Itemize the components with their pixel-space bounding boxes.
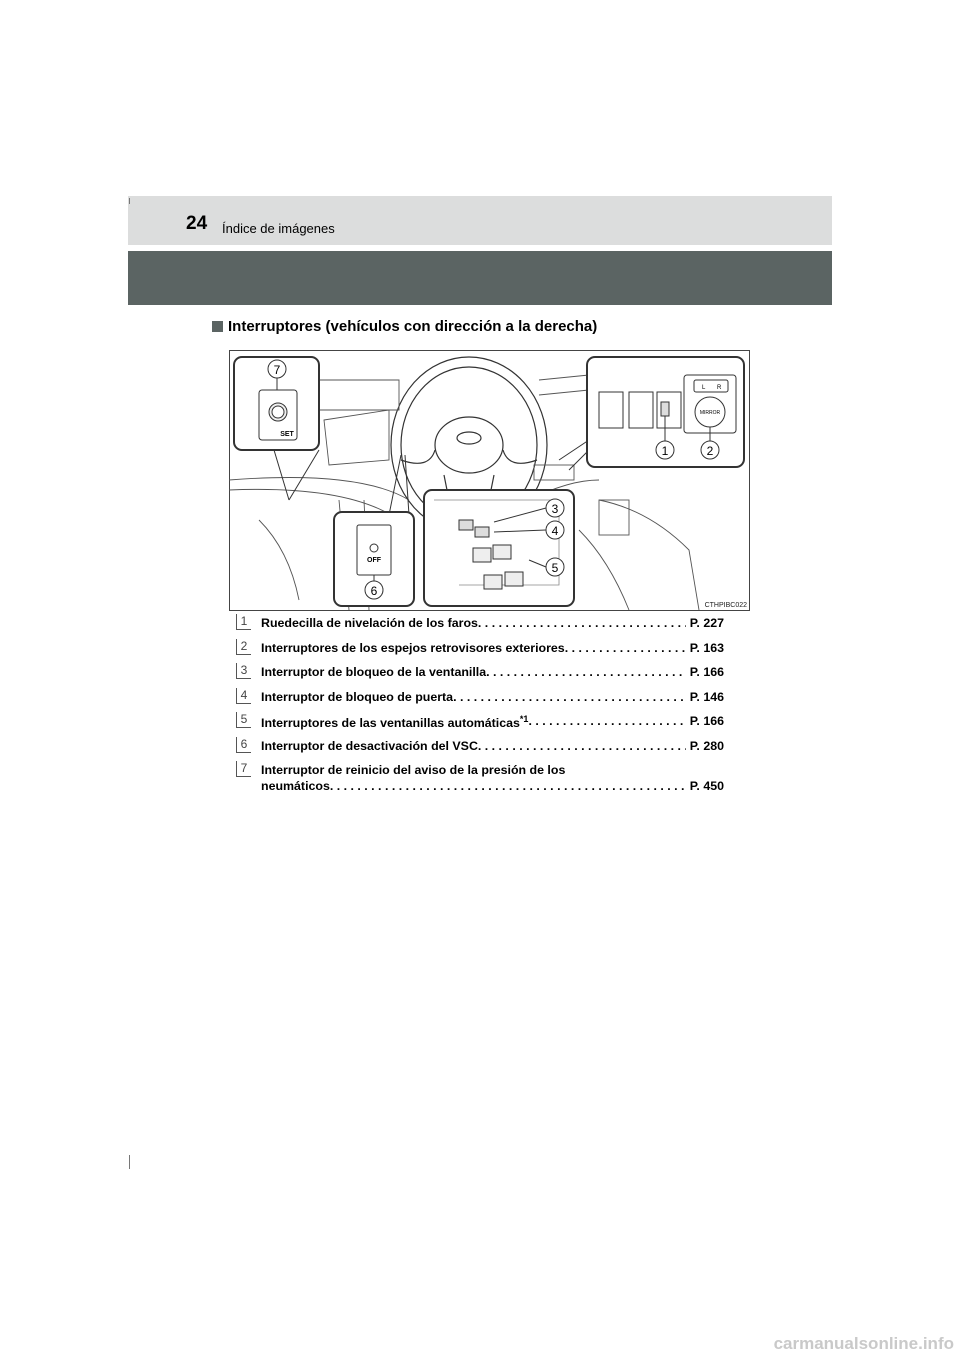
- dashboard-drawing: [229, 350, 750, 611]
- item-number: 3: [236, 663, 251, 679]
- callout-5: 5: [551, 561, 559, 575]
- page-link[interactable]: P. 166: [689, 714, 724, 728]
- item-number: 7: [236, 761, 251, 777]
- item-number: 6: [236, 737, 251, 753]
- figure-code: CTHPIBC022: [704, 602, 747, 609]
- r-label: R: [717, 385, 722, 391]
- page-link[interactable]: P. 166: [689, 665, 724, 679]
- page-number: 24: [186, 213, 208, 234]
- page-link[interactable]: P. 163: [689, 640, 724, 655]
- item-label: Interruptor de bloqueo de puerta: [261, 689, 454, 704]
- page-link[interactable]: P. 146: [689, 689, 724, 704]
- item-label: Interruptor de bloqueo de la ventanilla: [261, 665, 487, 679]
- set-label: SET: [280, 431, 294, 438]
- inset-tire-pressure: [234, 357, 319, 450]
- callout-4: 4: [551, 524, 559, 538]
- header-title: Índice de imágenes: [222, 221, 335, 236]
- page-link[interactable]: P. 227: [689, 616, 724, 630]
- inset-mirror-headlight: [587, 357, 744, 467]
- item-number: 1: [236, 614, 251, 630]
- off-label: OFF: [367, 557, 381, 564]
- list-item: [236, 737, 736, 762]
- callout-1: 1: [661, 444, 669, 458]
- dashboard-illustration: [229, 350, 750, 611]
- crop-mark: [129, 1155, 130, 1169]
- list-item: [236, 639, 736, 664]
- item-label: Interruptores de las ventanillas automáticas: [261, 716, 520, 731]
- section-heading-text: Interruptores (vehículos con dirección a la derecha): [228, 318, 598, 335]
- page-link[interactable]: P. 450: [689, 779, 724, 793]
- item-label-continued: neumáticos: [261, 779, 330, 793]
- heading-square-icon: [212, 321, 223, 332]
- callout-7: 7: [273, 363, 281, 377]
- section-band: [128, 251, 832, 305]
- item-number: 4: [236, 688, 251, 704]
- watermark: carmanualsonline.info: [773, 1334, 954, 1353]
- footnote-mark: *1: [519, 714, 529, 724]
- page-link[interactable]: P. 280: [689, 738, 724, 753]
- callout-6: 6: [370, 584, 378, 598]
- mirror-label: MIRROR: [699, 410, 721, 416]
- list-item: [236, 712, 736, 737]
- item-label: Ruedecilla de nivelación de los faros: [261, 616, 478, 630]
- callout-3: 3: [551, 502, 559, 516]
- inset-window-switches: [424, 490, 574, 606]
- list-item: [236, 761, 736, 801]
- item-number: 5: [236, 712, 251, 728]
- list-item: [236, 614, 736, 639]
- l-label: L: [702, 385, 706, 391]
- crop-mark: [129, 198, 130, 204]
- item-label: Interruptor de reinicio del aviso de la presión de los: [261, 763, 566, 777]
- item-label: Interruptores de los espejos retrovisores exteriores: [261, 640, 565, 655]
- callout-2: 2: [706, 444, 714, 458]
- item-list: [236, 614, 736, 801]
- item-number: 2: [236, 639, 251, 655]
- item-label: Interruptor de desactivación del VSC: [261, 738, 478, 753]
- list-item: [236, 688, 736, 713]
- section-heading: [212, 318, 597, 335]
- list-item: [236, 663, 736, 688]
- inset-vsc-off: [334, 512, 414, 606]
